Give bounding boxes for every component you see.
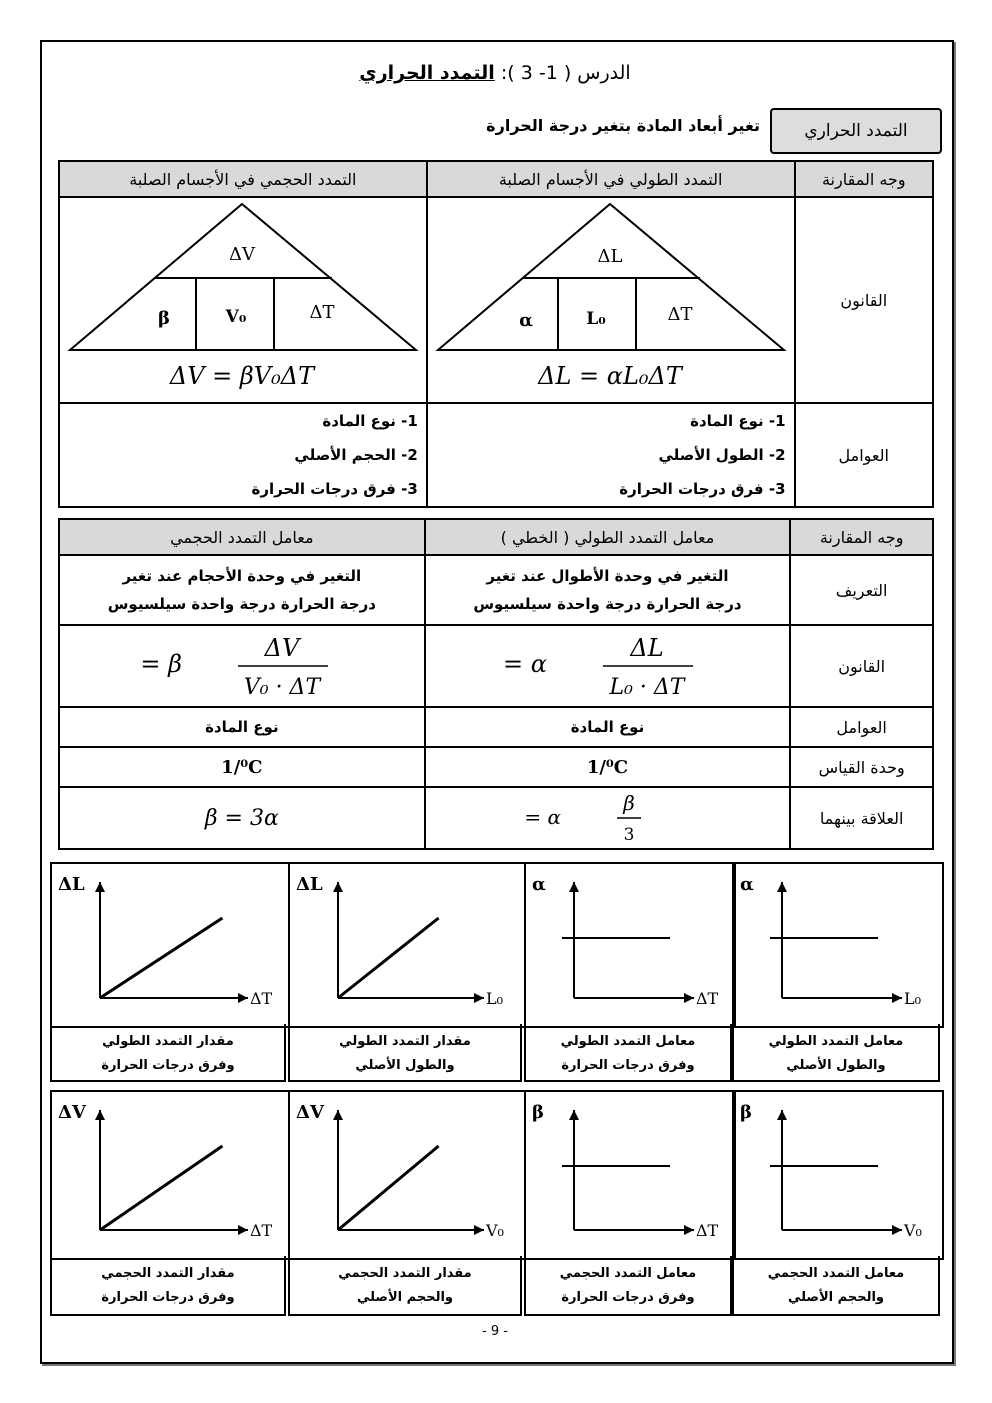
linear-def-line-2: درجة الحرارة درجة واحدة سيلسيوس xyxy=(473,595,742,613)
linear-coef-factors: نوع المادة xyxy=(425,707,791,747)
volume-def-line-2: درجة الحرارة درجة واحدة سيلسيوس xyxy=(107,595,376,613)
graph-caption-line: معامل التمدد الطولي xyxy=(560,1034,696,1049)
graph-caption xyxy=(524,1256,732,1316)
y-arrow xyxy=(333,1110,343,1120)
x-arrow xyxy=(684,993,694,1003)
definition-term-label: التمدد الحراري xyxy=(804,121,908,141)
alpha-relation xyxy=(524,788,667,845)
y-arrow xyxy=(95,1110,105,1120)
graph-panel xyxy=(732,862,944,1028)
beta-num: ΔV xyxy=(264,634,300,662)
linear-factor-3: 3- فرق درجات الحرارة xyxy=(619,480,786,498)
y-label: ΔV xyxy=(296,1102,324,1123)
y-arrow xyxy=(333,882,343,892)
y-label: ΔV xyxy=(58,1102,86,1123)
row-relation-label: العلاقة بينهما xyxy=(790,787,933,849)
volume-coef-relation: β = 3α xyxy=(59,787,425,849)
x-arrow xyxy=(684,1225,694,1235)
linear-formula: ΔL = αL₀ΔT xyxy=(537,362,682,390)
x-label: V₀ xyxy=(904,1221,922,1240)
graph-svg xyxy=(52,1092,288,1258)
linear-triangle xyxy=(430,198,792,398)
tri-left: β xyxy=(157,308,170,329)
volume-triangle xyxy=(62,198,424,398)
beta-den: V₀ · ΔT xyxy=(243,675,320,700)
graph-caption xyxy=(288,1256,522,1316)
graph-caption-line: وفرق درجات الحرارة xyxy=(561,1058,695,1073)
graph-svg xyxy=(526,864,734,1026)
data-line xyxy=(338,918,439,998)
graph-svg xyxy=(734,1092,942,1258)
row-unit-label: وحدة القياس xyxy=(790,747,933,787)
graph-caption-line: مقدار التمدد الطولي xyxy=(102,1034,234,1049)
rel-den: 3 xyxy=(624,825,635,845)
definition-term xyxy=(770,108,942,154)
graph-caption-line: والحجم الأصلي xyxy=(787,1290,885,1305)
graph-caption-line: معامل التمدد الحجمي xyxy=(559,1266,697,1281)
y-label: α xyxy=(532,874,546,895)
y-label: β xyxy=(740,1102,752,1123)
lesson-prefix: الدرس ( 1- 3 ): xyxy=(500,62,631,84)
expansion-table xyxy=(58,160,934,508)
row-law-label: القانون xyxy=(795,197,933,403)
graph-caption xyxy=(732,1024,940,1082)
x-arrow xyxy=(892,1225,902,1235)
graph-svg xyxy=(734,864,942,1026)
linear-law-cell xyxy=(427,197,795,403)
rel-num: β xyxy=(623,791,636,815)
rel-lhs: α = xyxy=(524,805,562,829)
x-label: ΔT xyxy=(696,989,719,1008)
data-line xyxy=(100,918,222,998)
linear-coef-relation xyxy=(425,787,791,849)
y-arrow xyxy=(569,882,579,892)
x-label: V₀ xyxy=(486,1221,504,1240)
y-arrow xyxy=(95,882,105,892)
tri-top: ΔV xyxy=(228,244,255,265)
row-law-label: القانون xyxy=(790,625,933,707)
beta-formula xyxy=(142,626,342,702)
linear-factor-1: 1- نوع المادة xyxy=(690,412,786,430)
graph-caption-line: وفرق درجات الحرارة xyxy=(561,1290,695,1305)
header-volume-coef: معامل التمدد الحجمي xyxy=(59,519,425,555)
graph-svg xyxy=(290,1092,524,1258)
volume-coef-unit: 1/⁰C xyxy=(59,747,425,787)
graph-panel xyxy=(524,862,736,1028)
page-number: - 9 - xyxy=(482,1324,508,1339)
linear-coef-definition xyxy=(425,555,791,625)
volume-factor-3: 3- فرق درجات الحرارة xyxy=(251,480,418,498)
graph-caption-line: والطول الأصلي xyxy=(355,1058,455,1073)
graph-panel xyxy=(288,862,526,1028)
linear-coef-law xyxy=(425,625,791,707)
alpha-lhs: α = xyxy=(503,650,548,678)
x-label: ΔT xyxy=(250,1221,273,1240)
x-arrow xyxy=(238,993,248,1003)
linear-factors xyxy=(427,403,795,507)
graph-caption-line: مقدار التمدد الحجمي xyxy=(338,1266,472,1281)
graph-panel xyxy=(50,862,290,1028)
beta-lhs: β = xyxy=(140,650,182,678)
graph-panel xyxy=(288,1090,526,1260)
graph-caption-line: والطول الأصلي xyxy=(786,1058,886,1073)
tri-left: α xyxy=(518,310,533,331)
y-label: ΔL xyxy=(58,874,85,895)
lesson-title xyxy=(350,62,640,84)
graphs-row-volume xyxy=(50,1090,940,1320)
x-label: ΔT xyxy=(250,989,273,1008)
row-factors-label: العوامل xyxy=(795,403,933,507)
linear-coef-unit: 1/⁰C xyxy=(425,747,791,787)
volume-coef-factors: نوع المادة xyxy=(59,707,425,747)
x-arrow xyxy=(474,1225,484,1235)
graph-caption-line: وفرق درجات الحرارة xyxy=(101,1290,235,1305)
coefficient-table xyxy=(58,518,934,850)
volume-factor-2: 2- الحجم الأصلي xyxy=(294,446,418,464)
graph-panel xyxy=(524,1090,736,1260)
tri-mid: L₀ xyxy=(585,309,606,329)
tri-top: ΔL xyxy=(597,246,623,267)
header-linear-coef: معامل التمدد الطولي ( الخطي ) xyxy=(425,519,791,555)
x-arrow xyxy=(474,993,484,1003)
volume-def-line-1: التغير في وحدة الأحجام عند تغير xyxy=(122,567,362,585)
header-volume: التمدد الحجمي في الأجسام الصلبة xyxy=(59,161,427,197)
volume-factor-1: 1- نوع المادة xyxy=(322,412,418,430)
graph-svg xyxy=(290,864,524,1026)
graph-caption xyxy=(50,1256,286,1316)
graph-svg xyxy=(52,864,288,1026)
header-linear: التمدد الطولي في الأجسام الصلبة xyxy=(427,161,795,197)
graph-caption-line: مقدار التمدد الطولي xyxy=(339,1034,471,1049)
graph-caption-line: معامل التمدد الحجمي xyxy=(767,1266,905,1281)
x-label: ΔT xyxy=(696,1221,719,1240)
graphs-row-linear xyxy=(50,862,940,1082)
tri-mid: V₀ xyxy=(225,307,247,327)
header-comparison: وجه المقارنة xyxy=(795,161,933,197)
alpha-num: ΔL xyxy=(630,634,665,662)
graph-caption xyxy=(732,1256,940,1316)
graph-caption xyxy=(50,1024,286,1082)
data-line xyxy=(100,1146,222,1230)
graph-caption-line: معامل التمدد الطولي xyxy=(768,1034,904,1049)
volume-law-cell xyxy=(59,197,427,403)
x-arrow xyxy=(238,1225,248,1235)
volume-coef-definition xyxy=(59,555,425,625)
graph-caption-line: وفرق درجات الحرارة xyxy=(101,1058,235,1073)
alpha-den: L₀ · ΔT xyxy=(609,675,685,700)
graph-caption-line: مقدار التمدد الحجمي xyxy=(101,1266,235,1281)
graph-svg xyxy=(526,1092,734,1258)
definition-text: تغير أبعاد المادة بتغير درجة الحرارة xyxy=(486,116,760,135)
x-label: L₀ xyxy=(904,989,922,1008)
volume-coef-law xyxy=(59,625,425,707)
alpha-formula xyxy=(503,626,707,702)
x-arrow xyxy=(892,993,902,1003)
x-label: L₀ xyxy=(486,989,504,1008)
linear-def-line-1: التغير في وحدة الأطوال عند تغير xyxy=(486,567,729,585)
y-arrow xyxy=(777,1110,787,1120)
graph-caption xyxy=(524,1024,732,1082)
graph-panel xyxy=(732,1090,944,1260)
graph-panel xyxy=(50,1090,290,1260)
y-arrow xyxy=(777,882,787,892)
graph-caption-line: والحجم الأصلي xyxy=(356,1290,454,1305)
y-arrow xyxy=(569,1110,579,1120)
lesson-name: التمدد الحراري xyxy=(359,62,495,84)
volume-factors xyxy=(59,403,427,507)
y-label: ΔL xyxy=(296,874,323,895)
row-definition-label: التعريف xyxy=(790,555,933,625)
header-comparison: وجه المقارنة xyxy=(790,519,933,555)
row-factors-label: العوامل xyxy=(790,707,933,747)
volume-formula: ΔV = βV₀ΔT xyxy=(169,362,314,390)
data-line xyxy=(338,1146,439,1230)
tri-right: ΔT xyxy=(667,304,693,325)
tri-right: ΔT xyxy=(309,302,335,323)
graph-caption xyxy=(288,1024,522,1082)
y-label: α xyxy=(740,874,754,895)
y-label: β xyxy=(532,1102,544,1123)
linear-factor-2: 2- الطول الأصلي xyxy=(658,446,786,464)
